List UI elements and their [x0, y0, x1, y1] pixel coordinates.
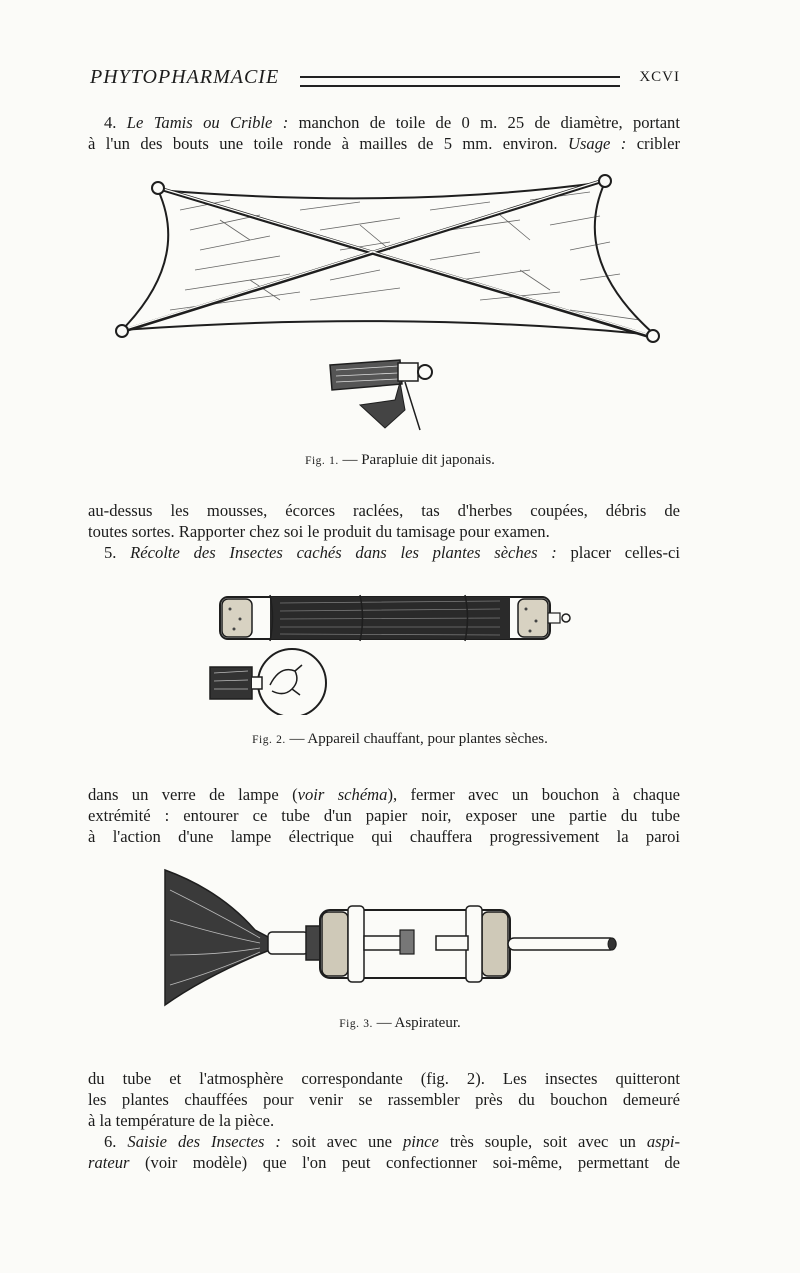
text-line: à la température de la pièce.	[88, 1111, 275, 1130]
text-run: soit avec une	[291, 1132, 393, 1151]
cork-right	[518, 599, 548, 637]
text-line	[88, 1152, 680, 1173]
fig-label: Fig.	[305, 455, 326, 467]
paragraph-final	[88, 1068, 680, 1173]
text-emphasis: aspi-	[646, 1132, 681, 1151]
text-run: très souple, soit avec un	[449, 1132, 636, 1151]
item-number: 4.	[104, 113, 117, 132]
item-heading: Le Tamis ou Crible :	[126, 113, 289, 132]
figure-1-umbrella	[100, 170, 680, 440]
double-rule	[300, 76, 620, 87]
cork-right	[482, 912, 508, 976]
text-line	[88, 133, 680, 154]
paragraph-tamis-cont	[88, 500, 680, 563]
text-run: dans un verre de lampe (	[88, 785, 298, 804]
text-run: cribler	[636, 134, 680, 153]
text-line	[88, 542, 680, 563]
caption-text: — Parapluie dit japonais.	[342, 452, 495, 468]
cork-left	[222, 599, 252, 637]
item-number: 6.	[104, 1132, 117, 1151]
text-run: ), fermer avec un bouchon à chaque	[387, 785, 680, 804]
figure-3-aspirator	[160, 860, 630, 1010]
usage-label: Usage :	[567, 134, 627, 153]
text-line: les plantes chauffées pour venir se rassembler près du bouchon demeuré	[88, 1090, 680, 1109]
cork-left	[322, 912, 348, 976]
text-line: au-dessus les mousses, écorces raclées, tas d'herbes coupées, débris de	[88, 501, 680, 520]
rubber-bulb	[165, 870, 270, 1005]
umbrella-rib	[158, 188, 655, 338]
caption-text: — Appareil chauffant, pour plantes sèches.	[289, 731, 548, 747]
text-emphasis: voir schéma	[297, 785, 388, 804]
suction-tube	[508, 938, 616, 950]
figure-3-caption	[0, 1015, 800, 1032]
text-run: à l'un des bouts une toile ronde à mailles de 5 mm. environ.	[88, 134, 558, 153]
text-line: à l'action d'une lampe électrique qui chauffera progressivement la paroi	[88, 827, 680, 846]
fig-number: 1.	[329, 455, 339, 467]
fig-label: Fig.	[252, 734, 273, 746]
item-heading: Saisie des Insectes :	[127, 1132, 281, 1151]
text-emphasis: pince	[402, 1132, 439, 1151]
text-run: manchon de toile de 0 m. 25 de diamètre, portant	[298, 113, 680, 132]
fig-number: 2.	[276, 734, 286, 746]
paragraph-recolte-cont	[88, 784, 680, 847]
text-line	[88, 784, 680, 805]
fig-number: 3.	[363, 1018, 373, 1030]
item-number: 5.	[104, 543, 117, 562]
text-line: du tube et l'atmosphère correspondante (fig. 2). Les insectes quitteront	[88, 1069, 680, 1088]
text-line	[88, 112, 680, 133]
text-line: toutes sortes. Rapporter chez soi le produit du tamisage pour examen.	[88, 522, 550, 541]
text-line: extrémité : entourer ce tube d'un papier noir, exposer une partie du tube	[88, 806, 680, 825]
figure-2-heater	[200, 585, 580, 715]
text-emphasis: rateur	[88, 1153, 130, 1172]
umbrella-rib	[120, 180, 605, 332]
running-title: PHYTOPHARMACIE	[90, 66, 280, 88]
clamp-detail	[330, 360, 432, 430]
figure-2-caption	[0, 731, 800, 748]
page-number: XCVI	[639, 69, 680, 85]
fig-label: Fig.	[339, 1018, 360, 1030]
text-run: (voir modèle) que l'on peut confectionner soi-même, permettant de	[145, 1153, 680, 1172]
electric-lamp	[210, 649, 326, 715]
gauze-filter	[400, 930, 414, 954]
text-line	[88, 1131, 680, 1152]
text-run: placer celles-ci	[570, 543, 680, 562]
caption-text: — Aspirateur.	[376, 1015, 461, 1031]
item-heading: Récolte des Insectes cachés dans les plantes sèches :	[130, 543, 557, 562]
figure-1-caption	[0, 452, 800, 469]
paragraph-tamis	[88, 112, 680, 154]
running-head	[90, 66, 680, 96]
